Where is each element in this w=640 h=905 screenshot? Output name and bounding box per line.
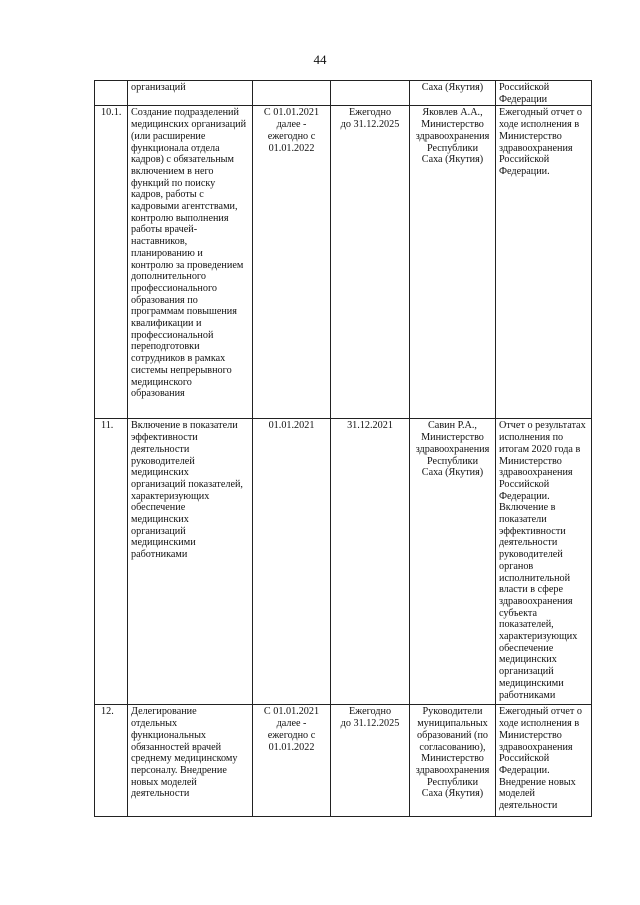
event-description-line: наставников,: [131, 236, 188, 248]
item-number-cell: [95, 81, 128, 106]
expected-result-line: Российской: [499, 154, 550, 166]
start-date-line: 01.01.2022: [268, 741, 315, 753]
end-date-cell: [331, 106, 410, 419]
event-description-line: характеризующих: [131, 490, 210, 502]
event-description-line: профессиональной: [131, 329, 214, 341]
responsible-party-line: Министерство: [421, 119, 484, 131]
table-row: [95, 705, 592, 817]
expected-result-line: деятельности: [499, 800, 558, 812]
expected-result-line: Отчет о результатах: [499, 420, 586, 432]
event-description-line: руководителей: [131, 455, 195, 467]
event-description-line: образования: [131, 388, 185, 400]
start-date-line: далее -: [276, 718, 307, 730]
start-date-line: С 01.01.2021: [263, 706, 320, 718]
event-description-line: медицинских организаций: [131, 119, 247, 131]
item-number: 12.: [101, 706, 114, 718]
table-row: [95, 419, 592, 705]
event-description-cell: [128, 419, 253, 705]
event-description-line: сотрудников в рамках: [131, 353, 226, 365]
item-number-cell: [95, 419, 128, 705]
responsible-party-line: Саха (Якутия): [421, 788, 484, 800]
expected-result-line: Федерации.: [499, 490, 550, 502]
expected-result-line: органов: [499, 560, 534, 572]
expected-result-line: работниками: [499, 689, 556, 701]
event-description-line: эффективности: [131, 432, 198, 444]
event-description-line: квалификации и: [131, 318, 202, 330]
expected-result-line: Министерство: [499, 130, 562, 142]
expected-result-line: эффективности: [499, 525, 566, 537]
expected-result-line: деятельности: [499, 537, 558, 549]
event-description-line: обязанностей врачей: [131, 741, 222, 753]
event-description-line: Делегирование: [131, 706, 197, 718]
responsible-party-line: Республики: [426, 142, 479, 154]
table-row: [95, 81, 592, 106]
event-description-line: включением в него: [131, 165, 214, 177]
responsible-party-line: Савин Р.А.,: [428, 420, 477, 432]
event-description-cell: [128, 705, 253, 817]
event-description-line: персоналу. Внедрение: [131, 764, 227, 776]
responsible-party-line: Саха (Якутия): [421, 82, 484, 93]
event-description-line: контролю за проведением: [131, 259, 244, 271]
event-description-line: медицинскими: [131, 537, 196, 549]
expected-result-line: Федерации.: [499, 165, 550, 177]
end-date-cell: [331, 419, 410, 705]
expected-result-line: здравоохранения: [499, 595, 573, 607]
responsible-party-cell: [410, 419, 496, 705]
responsible-party-cell: [410, 106, 496, 419]
event-description-line: планированию и: [131, 247, 203, 259]
expected-result-line: Российской: [499, 478, 550, 490]
expected-result-line: показатели: [499, 514, 547, 526]
event-description-line: организаций показателей,: [131, 478, 243, 490]
measures-table: [94, 80, 592, 817]
responsible-party-line: Министерство: [421, 432, 484, 444]
end-date-line: 31.12.2021: [347, 420, 393, 432]
responsible-party-line: Республики: [426, 455, 479, 467]
event-description-line: профессионального: [131, 282, 217, 294]
expected-result-cell: [496, 419, 592, 705]
end-date-line: до 31.12.2025: [340, 119, 400, 131]
event-description-line: контролю выполнения: [131, 212, 229, 224]
responsible-party-line: образований (по: [417, 729, 488, 741]
end-date-cell: [331, 705, 410, 817]
event-description-line: отдельных: [131, 718, 178, 730]
expected-result-line: Федерации.: [499, 764, 550, 776]
event-description-line: организаций: [131, 82, 186, 93]
event-description-line: организаций: [131, 525, 186, 537]
expected-result-line: исполнительной: [499, 572, 571, 584]
responsible-party-line: Министерство: [421, 753, 484, 765]
responsible-party-line: муниципальных: [417, 718, 488, 730]
event-description-line: деятельности: [131, 443, 190, 455]
expected-result-line: субъекта: [499, 607, 537, 619]
item-number: 11.: [101, 420, 114, 432]
start-date-line: С 01.01.2021: [263, 107, 320, 119]
expected-result-line: здравоохранения: [499, 142, 573, 154]
expected-result-line: медицинскими: [499, 677, 564, 689]
event-description-cell: [128, 81, 253, 106]
item-number: 10.1.: [101, 107, 122, 119]
expected-result-line: ходе исполнения в: [499, 119, 580, 131]
event-description-line: деятельности: [131, 788, 190, 800]
event-description-line: кадровыми агентствами,: [131, 201, 238, 213]
event-description-line: системы непрерывного: [131, 364, 232, 376]
event-description-cell: [128, 106, 253, 419]
expected-result-line: Внедрение новых: [499, 776, 576, 788]
event-description-line: функционала отдела: [131, 142, 220, 154]
expected-result-line: показателей,: [499, 619, 554, 631]
event-description-line: (или расширение: [131, 130, 206, 142]
responsible-party-line: согласованию),: [419, 741, 486, 753]
end-date-line: Ежегодно: [348, 706, 392, 718]
page-number: 44: [313, 52, 327, 67]
responsible-party-line: здравоохранения: [415, 764, 490, 776]
expected-result-line: характеризующих: [499, 631, 578, 643]
event-description-line: дополнительного: [131, 271, 206, 283]
event-description-line: переподготовки: [131, 341, 200, 353]
expected-result-line: Федерации: [499, 93, 548, 105]
expected-result-line: Ежегодный отчет о: [499, 706, 583, 718]
end-date-cell: [331, 81, 410, 106]
start-date-line: ежегодно с: [267, 130, 316, 142]
responsible-party-line: Яковлев А.А.,: [422, 107, 483, 119]
event-description-line: новых моделей: [131, 776, 197, 788]
event-description-line: кадров, работы с: [131, 189, 204, 201]
responsible-party-line: Руководители: [422, 706, 483, 718]
expected-result-line: организаций: [499, 666, 554, 678]
event-description-line: среднему медицинскому: [131, 753, 238, 765]
item-number-cell: [95, 106, 128, 419]
event-description-line: Создание подразделений: [131, 107, 239, 119]
responsible-party-cell: [410, 705, 496, 817]
event-description-line: медицинских: [131, 467, 189, 479]
start-date-cell: [253, 106, 331, 419]
start-date-cell: [253, 81, 331, 106]
start-date-cell: [253, 419, 331, 705]
expected-result-line: здравоохранения: [499, 467, 573, 479]
event-description-line: функциональных: [131, 729, 207, 741]
table-body: [95, 81, 592, 817]
expected-result-line: Российской: [499, 753, 550, 765]
start-date-cell: [253, 705, 331, 817]
expected-result-line: исполнения по: [499, 432, 564, 444]
expected-result-cell: [496, 705, 592, 817]
responsible-party-line: Республики: [426, 776, 479, 788]
event-description-line: образования по: [131, 294, 198, 306]
item-number-cell: [95, 705, 128, 817]
end-date-line: до 31.12.2025: [340, 718, 400, 730]
start-date-line: 01.01.2021: [268, 420, 315, 432]
expected-result-line: руководителей: [499, 549, 563, 561]
expected-result-line: Ежегодный отчет о: [499, 107, 583, 119]
expected-result-line: Министерство: [499, 729, 562, 741]
event-description-line: работниками: [131, 549, 188, 561]
expected-result-line: Включение в: [499, 502, 556, 514]
expected-result-line: медицинских: [499, 654, 557, 666]
event-description-line: медицинского: [131, 376, 192, 388]
responsible-party-line: здравоохранения: [415, 443, 490, 455]
event-description-line: обеспечение: [131, 502, 186, 514]
responsible-party-line: Саха (Якутия): [421, 467, 484, 479]
responsible-party-line: здравоохранения: [415, 130, 490, 142]
event-description-line: программам повышения: [131, 306, 237, 318]
expected-result-cell: [496, 81, 592, 106]
expected-result-line: ходе исполнения в: [499, 718, 580, 730]
table-row: [95, 106, 592, 419]
expected-result-line: итогам 2020 года в: [499, 443, 581, 455]
start-date-line: 01.01.2022: [268, 142, 315, 154]
responsible-party-cell: [410, 81, 496, 106]
event-description-line: кадров) с обязательным: [131, 154, 234, 166]
expected-result-line: обеспечение: [499, 642, 554, 654]
start-date-line: далее -: [276, 119, 307, 131]
event-description-line: работы врачей-: [131, 224, 198, 236]
expected-result-line: моделей: [499, 788, 536, 800]
start-date-line: ежегодно с: [267, 729, 316, 741]
expected-result-cell: [496, 106, 592, 419]
event-description-line: Включение в показатели: [131, 420, 238, 432]
expected-result-line: Министерство: [499, 455, 562, 467]
end-date-line: Ежегодно: [348, 107, 392, 119]
event-description-line: функций по поиску: [131, 177, 216, 189]
expected-result-line: власти в сфере: [499, 584, 563, 596]
responsible-party-line: Саха (Якутия): [421, 154, 484, 166]
event-description-line: медицинских: [131, 514, 189, 526]
expected-result-line: здравоохранения: [499, 741, 573, 753]
expected-result-line: Российской: [499, 82, 550, 93]
